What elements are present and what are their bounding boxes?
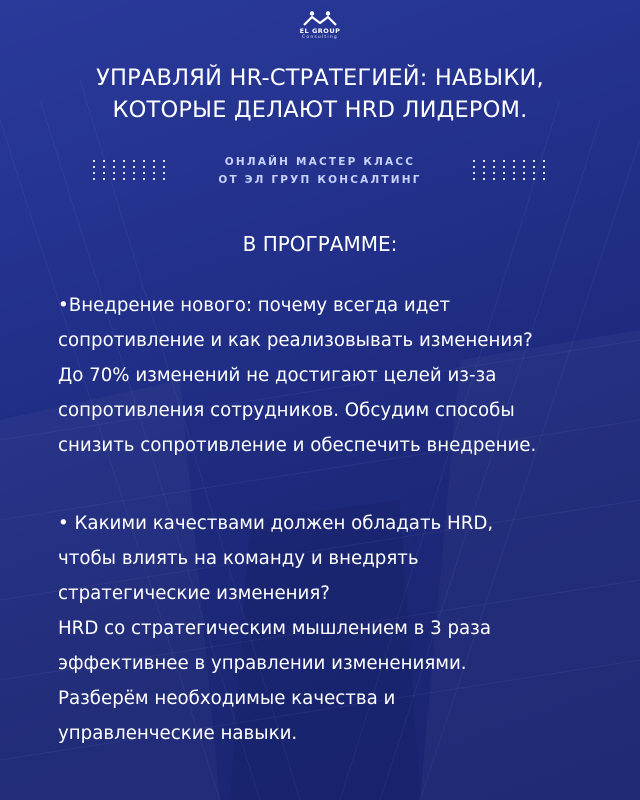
logo-people-icon	[303, 10, 337, 26]
text-line: Разберём необходимые качества и	[58, 688, 396, 709]
subtitle	[170, 153, 470, 189]
subtitle-line: ОНЛАЙН МАСТЕР КЛАСС	[224, 156, 416, 168]
subtitle-line: ОТ ЭЛ ГРУП КОНСАЛТИНГ	[218, 174, 422, 186]
section-heading: В ПРОГРАММЕ:	[242, 232, 398, 256]
text-line: HRD со стратегическим мышлением в 3 раза	[58, 618, 491, 639]
program-item-change-resistance	[58, 288, 628, 463]
logo-name: EL GROUP	[299, 27, 341, 35]
text-line: управленческие навыки.	[58, 723, 298, 744]
page-title	[20, 62, 620, 126]
text-line: снизить сопротивление и обеспечить внедрение.	[58, 435, 537, 456]
title-line: КОТОРЫЕ ДЕЛАЮТ HRD ЛИДЕРОМ.	[112, 97, 528, 123]
text-line: стратегические изменения?	[58, 583, 330, 604]
text-line: •Внедрение нового: почему всегда идет	[58, 295, 451, 316]
text-line: сопротивление и как реализовывать изменения?	[58, 330, 533, 351]
text-line: сопротивления сотрудников. Обсудим способы	[58, 400, 515, 421]
text-line: чтобы влиять на команду и внедрять	[58, 548, 419, 569]
text-line: До 70% изменений не достигают целей из-за	[58, 365, 497, 386]
text-line: эффективнее в управлении изменениями.	[58, 653, 467, 674]
logo	[270, 10, 370, 41]
text-line: • Какими качествами должен обладать HRD,	[58, 513, 494, 534]
title-line: УПРАВЛЯЙ HR-СТРАТЕГИЕЙ: НАВЫКИ,	[96, 65, 544, 91]
program-item-hrd-qualities	[58, 506, 628, 751]
dot-grid-right	[473, 160, 547, 182]
dot-grid-left	[93, 160, 167, 182]
logo-subtitle: Consulting	[302, 35, 338, 40]
